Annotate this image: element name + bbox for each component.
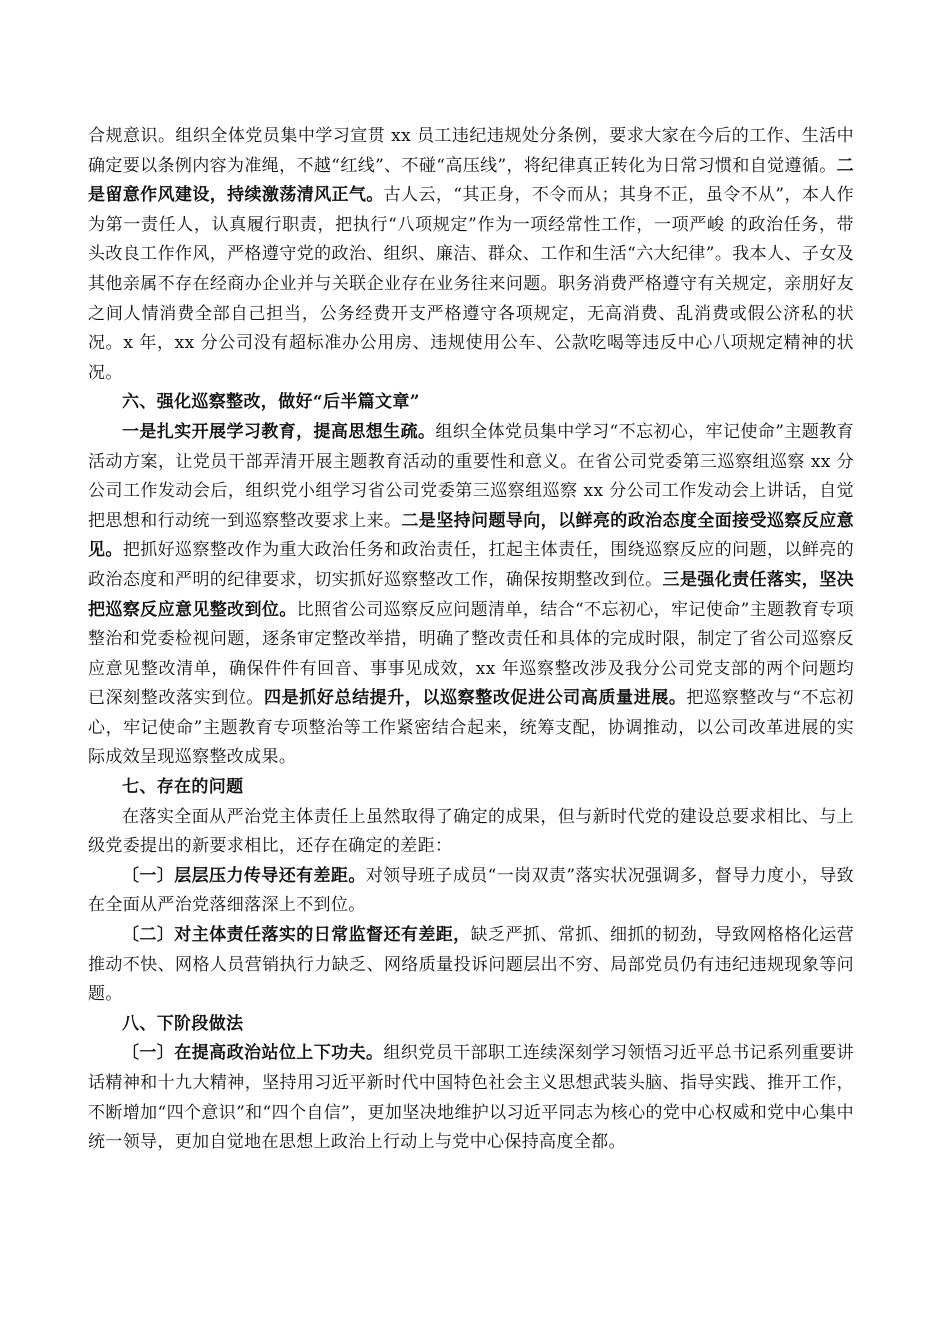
text-run: 古人云，“其正身，不令而从；其身不正，虽令不从”，本人作为第一责任人，认真履行职责，把执行“八项规定”作为一项经常性工作，一项严峻 的政治任务，带头改良工作作风，严格遵守党的政治、组织、廉洁、群众、工作和生活“六大纪律”。我本人、子女及其他亲属不存在经商办企业并与关联企业存在业务往来问题。职务消费严格遵守有关规定，亲朋好友之间人情消费全部自己担当，公务经费开支严格遵守各项规定，无高消费、乱消费或假公济私的状况。x 年，xx 分公司没有超标准办公用房、违规使用公车、公款吃喝等违反中心八项规定精神的状况。 xyxy=(88,185,854,383)
text-run: 合规意识。组织全体党员集中学习宣贯 xx 员工违纪违规处分条例，要求大家在今后的工作、生活中确定要以条例内容为准绳，不越“红线”、不碰“高压线”，将纪律真正转化为日常习惯和自觉遵循。 xyxy=(88,126,854,176)
text-run: 组织全体党员集中学习“不忘初心，牢记使命”主题教育活动方案，让党员干部弄清开展主题教育活动的重要性和意义。在省公司党委第三巡察组巡察 xx 分公司工作发动会后，组织党小组学习省公司党委第三巡察组巡察 xx 分公司工作发动会上讲话，自觉把思想和行动统一到巡察整改要求上来。 xyxy=(88,421,854,531)
bold-lead: 〔一〕在提高政治站位上下功夫。 xyxy=(122,1043,384,1064)
paragraph-discipline xyxy=(88,122,854,388)
text-run: 缺乏严抓、常抓、细抓的韧劲，导致网格格化运营推动不快、网格人员营销执行力缺乏、网络质量投诉问题层出不穷、局部党员仍有违纪违规现象等问题。 xyxy=(88,925,854,1005)
bold-lead: 二是坚持问题导向，以鲜亮的政治态度全面接受巡察反应意见。 xyxy=(88,510,854,561)
paragraph-problem-1 xyxy=(88,862,854,921)
text-run: 比照省公司巡察反应问题清单，结合“不忘初心，牢记使命”主题教育专项整治和党委检视问题，逐条审定整改举措，明确了整改责任和具体的完成时限，制定了省公司巡察反应意见整改清单，确保件件有回音、事事见成效，xx 年巡察整改涉及我分公司党支部的两个问题均已深刻整改落实到位。 xyxy=(88,599,855,709)
text-run: 把巡察整改与“不忘初心，牢记使命”主题教育专项整治等工作紧密结合起来，统筹支配，协调推动，以公司改革进展的实际成效呈现巡察整改成果。 xyxy=(88,688,855,768)
paragraph-next-step-1 xyxy=(88,1039,854,1157)
text-run: 把抓好巡察整改作为重大政治任务和政治责任，扛起主体责任，围绕巡察反应的问题，以鲜亮的政治态度和严明的纪律要求，切实抓好巡察整改工作，确保按期整改到位。 xyxy=(88,540,854,590)
bold-lead: 二是留意作风建设，持续激荡清风正气。 xyxy=(88,155,854,206)
bold-lead: 三是强化责任落实，坚决把巡察反应意见整改到位。 xyxy=(88,569,854,620)
paragraph-inspection xyxy=(88,418,854,773)
paragraph-problems-intro: 在落实全面从严治党主体责任上虽然取得了确定的成果，但与新时代党的建设总要求相比、与上级党委提出的新要求相比，还存在确定的差距： xyxy=(88,806,854,857)
text-run: 组织党员干部职工连续深刻学习领悟习近平总书记系列重要讲话精神和十九大精神，坚持用习近平新时代中国特色社会主义思想武装头脑、指导实践、推开工作，不断增加“四个意识”和“四个自信”，更加坚决地维护以习近平同志为核心的党中心权威和党中心集中统一领导，更加自觉地在思想上政治上行动上与党中心保持高度全都。 xyxy=(88,1043,855,1153)
text-run: 对领导班子成员“一岗双责”落实状况强调多，督导力度小，导致在全面从严治党落细落深上不到位。 xyxy=(88,865,855,916)
bold-lead: 一是扎实开展学习教育，提高思想生疏。 xyxy=(122,421,436,442)
bold-lead: 四是抓好总结提升，以巡察整改促进公司高质量进展。 xyxy=(264,688,687,709)
section-heading-6: 六、强化巡察整改，做好“后半篇文章” xyxy=(122,392,420,413)
paragraph-problem-2 xyxy=(88,921,854,1010)
section-heading-8: 八、下阶段做法 xyxy=(122,1013,244,1034)
bold-lead: 〔二〕对主体责任落实的日常监督还有差距， xyxy=(122,925,471,946)
section-heading-7: 七、存在的问题 xyxy=(122,777,244,798)
bold-lead: 〔一〕层层压力传导还有差距。 xyxy=(122,865,366,886)
document-page xyxy=(88,122,854,1158)
